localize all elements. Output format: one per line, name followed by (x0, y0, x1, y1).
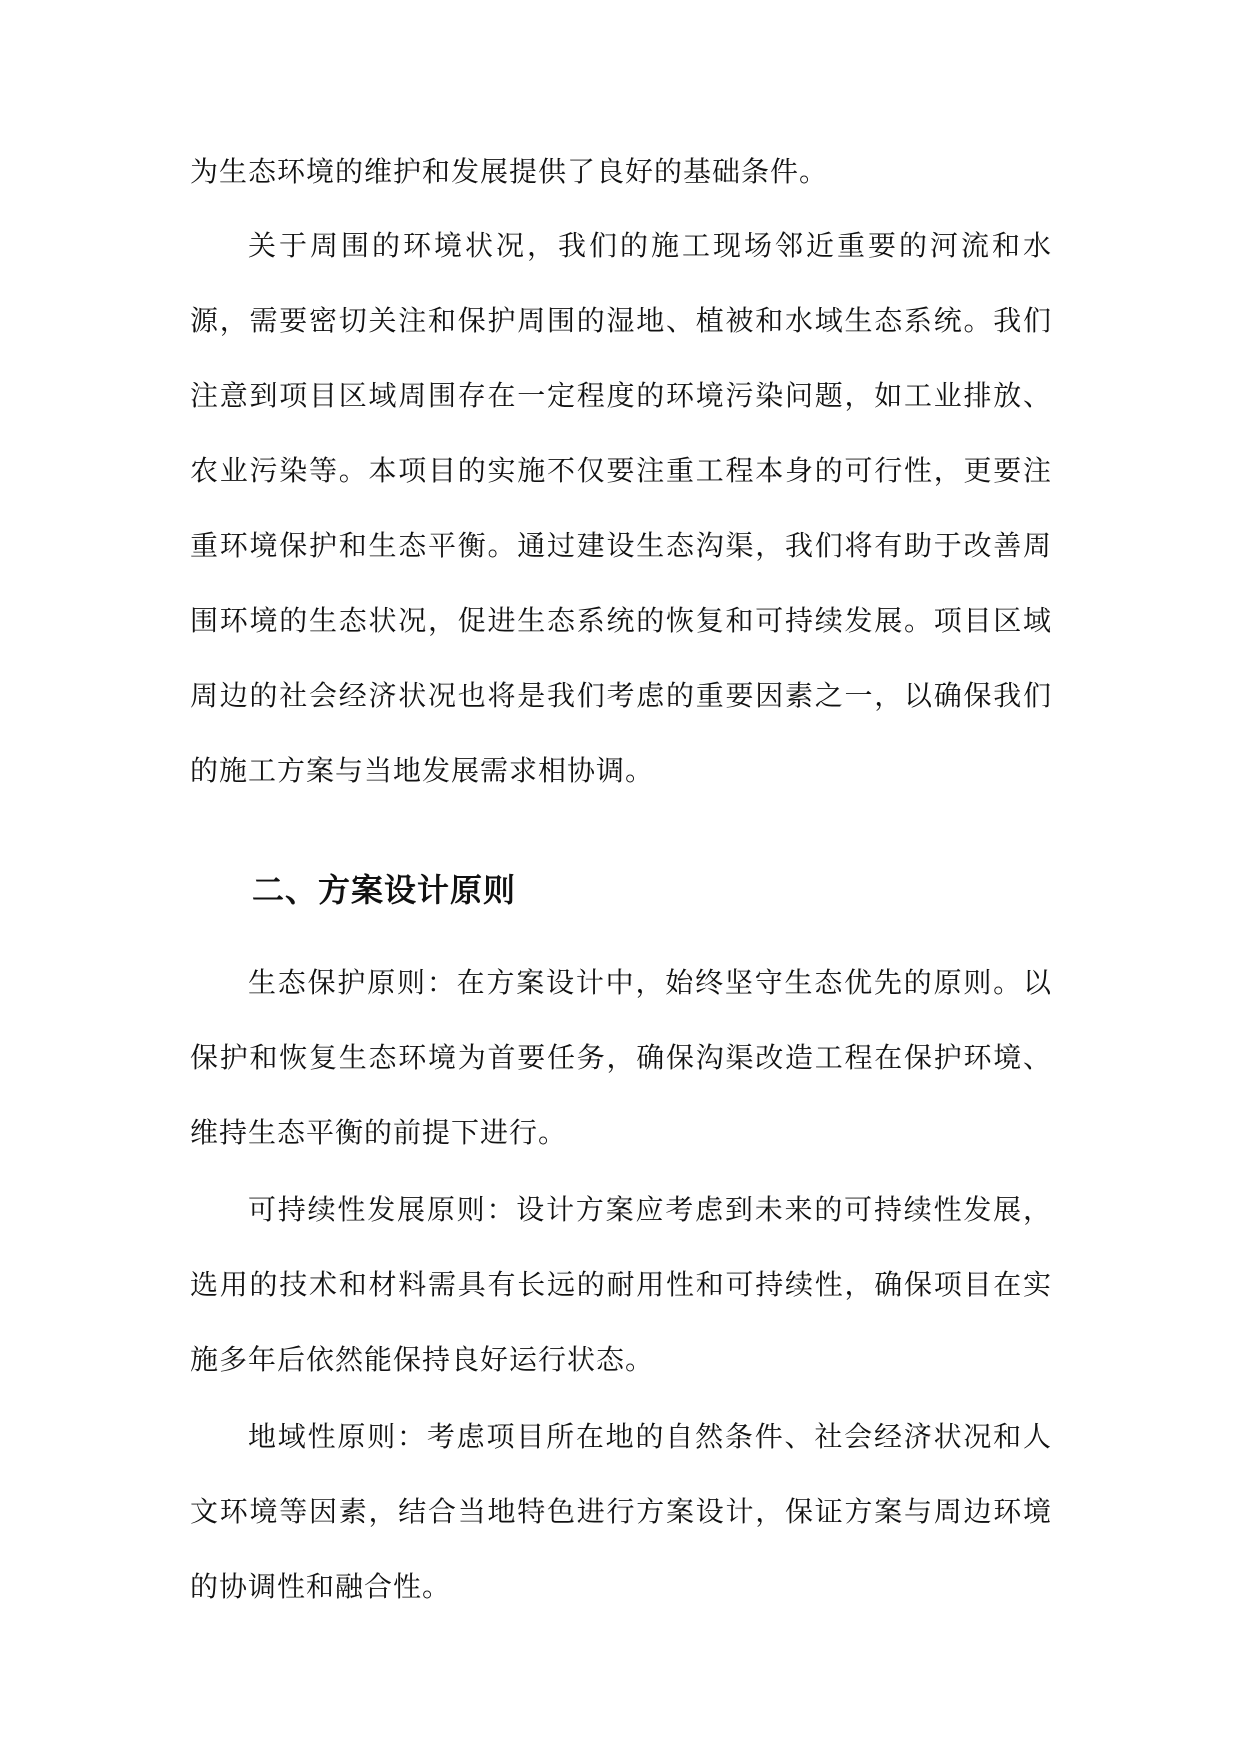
paragraph-ecological-protection-principle: 生态保护原则：在方案设计中，始终坚守生态优先的原则。以保护和恢复生态环境为首要任务，确保沟渠改造工程在保护环境、维持生态平衡的前提下进行。 (190, 966, 1052, 1149)
paragraph-sustainability-principle: 可持续性发展原则：设计方案应考虑到未来的可持续性发展，选用的技术和材料需具有长远的耐用性和可持续性，确保项目在实施多年后依然能保持良好运行状态。 (190, 1193, 1052, 1376)
paragraph-surrounding-environment: 关于周围的环境状况，我们的施工现场邻近重要的河流和水源，需要密切关注和保护周围的湿地、植被和水域生态系统。我们注意到项目区域周围存在一定程度的环境污染问题，如工业排放、农业污染等。本项目的实施不仅要注重工程本身的可行性，更要注重环境保护和生态平衡。通过建设生态沟渠，我们将有助于改善周围环境的生态状况，促进生态系统的恢复和可持续发展。项目区域周边的社会经济状况也将是我们考虑的重要因素之一，以确保我们的施工方案与当地发展需求相协调。 (190, 229, 1052, 787)
paragraph-continuation: 为生态环境的维护和发展提供了良好的基础条件。 (190, 155, 829, 188)
section-heading: 二、方案设计原则 (252, 871, 517, 909)
paragraph-regional-principle: 地域性原则：考虑项目所在地的自然条件、社会经济状况和人文环境等因素，结合当地特色进行方案设计，保证方案与周边环境的协调性和融合性。 (190, 1420, 1052, 1603)
